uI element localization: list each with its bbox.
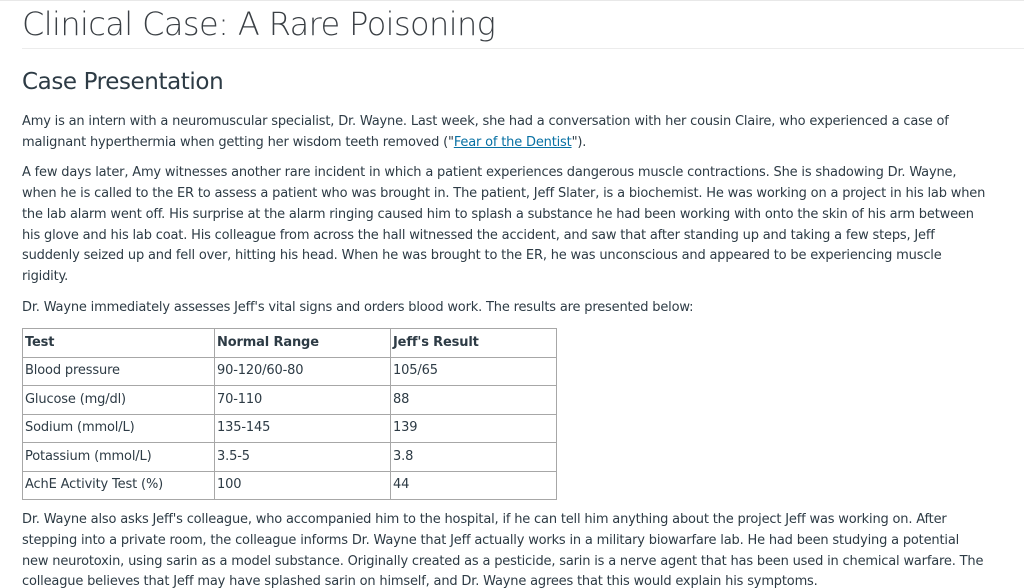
fear-of-the-dentist-link[interactable]: Fear of the Dentist bbox=[453, 134, 572, 150]
title-divider bbox=[22, 48, 1024, 49]
colleague-paragraph: Dr. Wayne also asks Jeff's colleague, who accompanied him to the hospital, if he can tell him anything about the project Jeff was working on. After stepping into a private room, the colleague informs Dr. Wayne that Jeff actually works in a military biowarfare lab. He had been studying a potential new neurotoxin, using sarin as a model substance. Originally created as a pesticide, sarin is a nerve agent that has been used in chemical warfare. The colleague believes that Jeff may have splashed sarin on himself, and Dr. Wayne agrees that this would explain his symptoms. bbox=[22, 512, 984, 588]
table-cell-range: 90-120/60-80 bbox=[215, 357, 391, 386]
table-cell-test: Blood pressure bbox=[23, 357, 215, 386]
table-cell-result: 3.8 bbox=[391, 443, 557, 472]
table-cell-test: Glucose (mg/dl) bbox=[23, 386, 215, 415]
table-cell-result: 88 bbox=[391, 386, 557, 415]
table-cell-range: 100 bbox=[215, 471, 391, 500]
table-row bbox=[23, 443, 557, 472]
table-cell-range: 70-110 bbox=[215, 386, 391, 415]
table-header-cell: Normal Range bbox=[215, 329, 391, 358]
table-cell-result: 44 bbox=[391, 471, 557, 500]
intro-paragraph bbox=[22, 112, 988, 153]
table-row bbox=[23, 386, 557, 415]
table-header-cell: Test bbox=[23, 329, 215, 358]
table-cell-test: AchE Activity Test (%) bbox=[23, 471, 215, 500]
table-header-row bbox=[23, 329, 557, 358]
table-row bbox=[23, 414, 557, 443]
intro-text: Amy is an intern with a neuromuscular specialist, Dr. Wayne. Last week, she had a conversation with her cousin Claire, who experienced a case of malignant hyperthermia when getting her wisdom teeth removed (" bbox=[22, 114, 949, 150]
table-cell-test: Sodium (mmol/L) bbox=[23, 414, 215, 443]
top-divider bbox=[0, 0, 1024, 1]
intro-text-end: "). bbox=[571, 134, 587, 150]
table-row bbox=[23, 357, 557, 386]
table-cell-test: Potassium (mmol/L) bbox=[23, 443, 215, 472]
table-header-cell: Jeff's Result bbox=[391, 329, 557, 358]
incident-paragraph: A few days later, Amy witnesses another rare incident in which a patient experiences dangerous muscle contractions. She is shadowing Dr. Wayne, when he is called to the ER to assess a patient who was brought in. The patient, Jeff Slater, is a biochemist. He was working on a project in his lab when the lab alarm went off. His surprise at the alarm ringing caused him to splash a substance he had been working with onto the skin of his arm between his glove and his lab coat. His colleague from across the hall witnessed the accident, and saw that after standing up and taking a few steps, Jeff suddenly seized up and fell over, hitting his head. When he was brought to the ER, he was unconscious and appeared to be experiencing muscle rigidity. bbox=[22, 165, 986, 284]
table-cell-result: 139 bbox=[391, 414, 557, 443]
table-cell-result: 105/65 bbox=[391, 357, 557, 386]
table-cell-range: 3.5-5 bbox=[215, 443, 391, 472]
table-cell-range: 135-145 bbox=[215, 414, 391, 443]
case-content bbox=[22, 112, 988, 588]
page-title: Clinical Case: A Rare Poisoning bbox=[22, 5, 496, 43]
table-row bbox=[23, 471, 557, 500]
section-heading: Case Presentation bbox=[22, 69, 224, 95]
blood-work-table bbox=[22, 328, 557, 500]
bloodwork-intro-paragraph: Dr. Wayne immediately assesses Jeff's vital signs and orders blood work. The results are presented below: bbox=[22, 299, 694, 315]
